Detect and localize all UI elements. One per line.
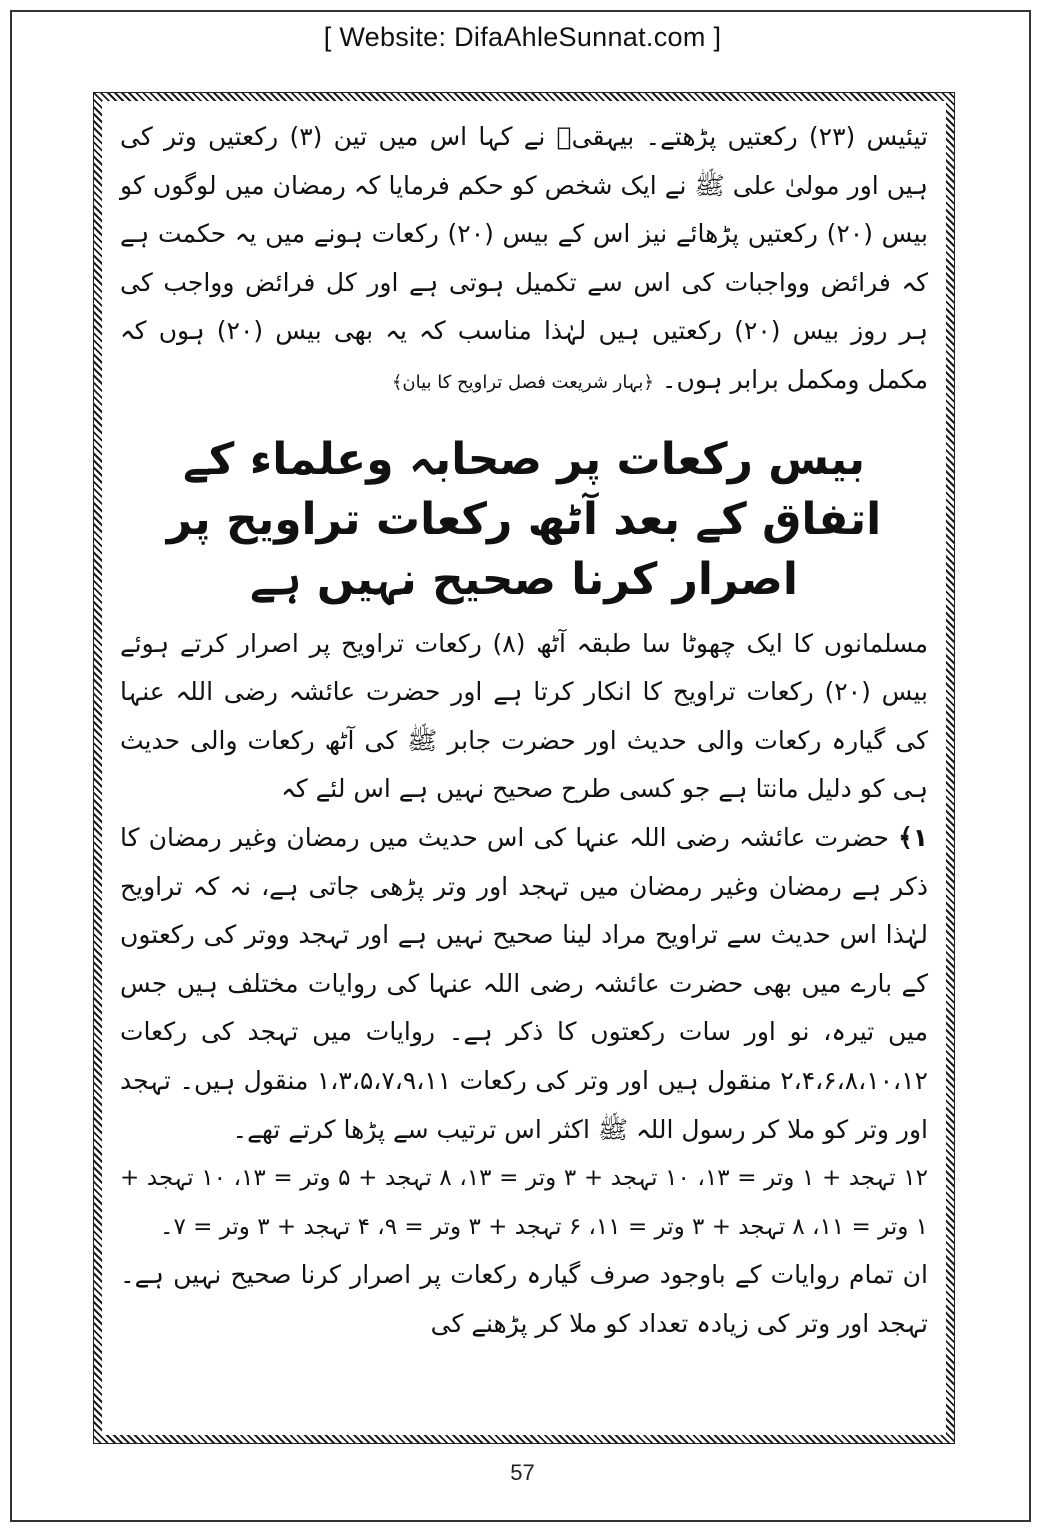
intro-paragraph: [120, 113, 928, 408]
intro-source: ﴿بہار شریعت فصل تراویح کا بیان﴾: [391, 371, 654, 393]
point-1-text: حضرت عائشہ رضی اللہ عنہا کی اس حدیث میں رمضان وغیر رمضان کا ذکر ہے رمضان وغیر رمضان میں تہجد اور وتر پڑھی جاتی ہے، نہ کہ تراویح لہٰذا اس حدیث سے تراویح مراد لینا صحیح نہیں ہے اور تہجد ووتر کی رکعتوں کے بارے میں بھی حضرت عائشہ رضی اللہ عنہا کی روایات مختلف ہیں جس میں تیرہ، نو اور سات رکعتوں کا ذکر ہے۔ روایات میں تہجد کی رکعات ۲،۴،۶،۸،۱۰،۱۲ منقول ہیں اور وتر کی رکعات ۱،۳،۵،۷،۹،۱۱ منقول ہیں۔ تہجد اور وتر کو ملا کر رسول اللہ ﷺ اکثر اس ترتیب سے پڑھا کرتے تھے۔: [120, 822, 928, 1144]
content-text: [120, 113, 928, 1427]
page-number: 57: [510, 1460, 535, 1485]
intro-text: تیئیس (۲۳) رکعتیں پڑھتے۔ بیہقیؒ نے کہا اس میں تین (۳) رکعتیں وتر کی ہیں اور مولیٰ علی ﷺ نے ایک شخص کو حکم فرمایا کہ رمضان میں لوگوں کو بیس (۲۰) رکعتیں پڑھائے نیز اس کے بیس (۲۰) رکعات ہونے میں یہ حکمت ہے کہ فرائض وواجبات کی اس سے تکمیل ہوتی ہے اور کل فرائض وواجب کی ہر روز بیس (۲۰) رکعتیں ہیں لہٰذا مناسب کہ یہ بھی بیس (۲۰) ہوں کہ مکمل ومکمل برابر ہوں۔: [120, 122, 928, 394]
section-heading: بیس رکعات پر صحابہ وعلماء کے اتفاق کے بعد آٹھ رکعات تراویح پر اصرار کرنا صحیح نہیں ہے: [166, 433, 882, 605]
website-header[interactable]: [ Website: DifaAhleSunnat.com ]: [323, 22, 722, 52]
content-box: [93, 92, 955, 1444]
rakat-formula: ۱۲ تہجد + ۱ وتر = ۱۳، ۱۰ تہجد + ۳ وتر = ۱۳، ۸ تہجد + ۵ وتر = ۱۳، ۱۰ تہجد + ۱ وتر = ۱۱، ۸ تہجد + ۳ وتر = ۱۱، ۶ تہجد + ۳ وتر = ۹، ۴ تہجد + ۳ وتر = ۷۔: [120, 1165, 928, 1240]
point-1: [120, 814, 928, 1154]
paragraph-1: مسلمانوں کا ایک چھوٹا سا طبقہ آٹھ (۸) رکعات تراویح پر اصرار کرتے ہوئے بیس (۲۰) رکعات تراویح کا انکار کرتا ہے اور حضرت عائشہ رضی اللہ عنہا کی گیارہ رکعات والی حدیث اور حضرت جابر ﷺ کی آٹھ رکعات والی حدیث ہی کو دلیل مانتا ہے جو کسی طرح صحیح نہیں ہے اس لئے کہ: [120, 628, 929, 804]
paragraph-2: ان تمام روایات کے باوجود صرف گیارہ رکعات پر اصرار کرنا صحیح نہیں ہے۔ تہجد اور وتر کی زیادہ تعداد کو ملا کر پڑھنے کی: [120, 1260, 928, 1338]
point-1-marker: ۱﴾: [898, 822, 928, 852]
